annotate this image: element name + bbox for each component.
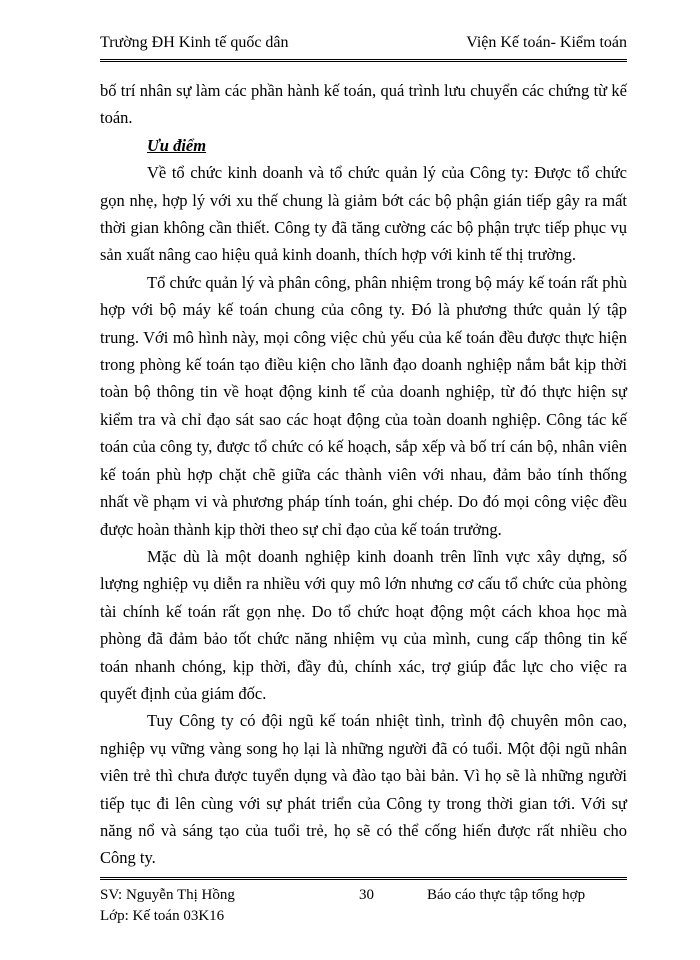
intro-paragraph: bố trí nhân sự làm các phần hành kế toán, quá trình lưu chuyển các chứng từ kế toán. [100, 81, 627, 128]
footer-report-title: Báo cáo thực tập tổng hợp [427, 887, 586, 903]
paragraph-3: Mặc dù là một doanh nghiệp kinh doanh trên lĩnh vực xây dựng, số lượng nghiệp vụ diễn ra nhiều với quy mô lớn nhưng cơ cấu tổ chức của phòng tài chính kế toán rất gọn nhẹ. Do tổ chức hoạt động một cách khoa học mà phòng đã đảm bảo tốt chức năng nhiệm vụ của mình, cung cấp thông tin kế toán nhanh chóng, kịp thời, đầy đủ, chính xác, trợ giúp đắc lực cho việc ra quyết định của giám đốc. [100, 546, 627, 703]
page-header [100, 34, 627, 58]
header-institute: Viện Kế toán- Kiểm toán [466, 34, 627, 51]
paragraph-1: Về tổ chức kinh doanh và tổ chức quản lý của Công ty: Được tổ chức gọn nhẹ, hợp lý với xu thế chung là giảm bớt các bộ phận gián tiếp gây ra mất thời gian không cần thiết. Công ty đã tăng cường các bộ phận trực tiếp phục vụ sản xuất nâng cao hiệu quả kinh doanh, thích hợp với kinh tế thị trường. [100, 163, 627, 265]
section-heading: Ưu điểm [147, 135, 207, 155]
footer-divider [100, 877, 627, 880]
footer-student: SV: Nguyễn Thị Hồng [100, 887, 235, 903]
document-body [100, 77, 627, 872]
header-university: Trường ĐH Kinh tế quốc dân [100, 34, 289, 51]
page-number: 30 [359, 887, 374, 903]
footer-class: Lớp: Kế toán 03K16 [100, 908, 225, 924]
header-divider [100, 59, 627, 62]
paragraph-2: Tổ chức quản lý và phân công, phân nhiệm trong bộ máy kế toán rất phù hợp với bộ máy kế toán chung của công ty. Đó là phương thức quản lý tập trung. Với mô hình này, mọi công việc chủ yếu của kế toán đều được thực hiện trong phòng kế toán tạo điều kiện cho lãnh đạo doanh nghiệp nắm bắt kịp thời toàn bộ thông tin về hoạt động kinh tế của doanh nghiệp, từ đó thực hiện sự kiểm tra và chỉ đạo sát sao các hoạt động của toàn doanh nghiệp. Công tác kế toán của công ty, được tổ chức có kế hoạch, sắp xếp và bố trí cán bộ, nhân viên kế toán phù hợp chặt chẽ giữa các thành viên với nhau, đảm bảo tính thống nhất về phạm vi và phương pháp tính toán, ghi chép. Do đó mọi công việc đều được hoàn thành kịp thời theo sự chỉ đạo của kế toán trưởng. [100, 272, 627, 539]
paragraph-4: Tuy Công ty có đội ngũ kế toán nhiệt tình, trình độ chuyên môn cao, nghiệp vụ vững vàng song họ lại là những người đã có tuổi. Một đội ngũ nhân viên trẻ thì chưa được tuyển dụng và đào tạo bài bản. Vì họ sẽ là những người tiếp tục đi lên cùng với sự phát triển của Công ty trong thời gian tới. Với sự năng nổ và sáng tạo của tuổi trẻ, họ sẽ có thể cống hiến được rất nhiều cho Công ty. [100, 711, 627, 868]
